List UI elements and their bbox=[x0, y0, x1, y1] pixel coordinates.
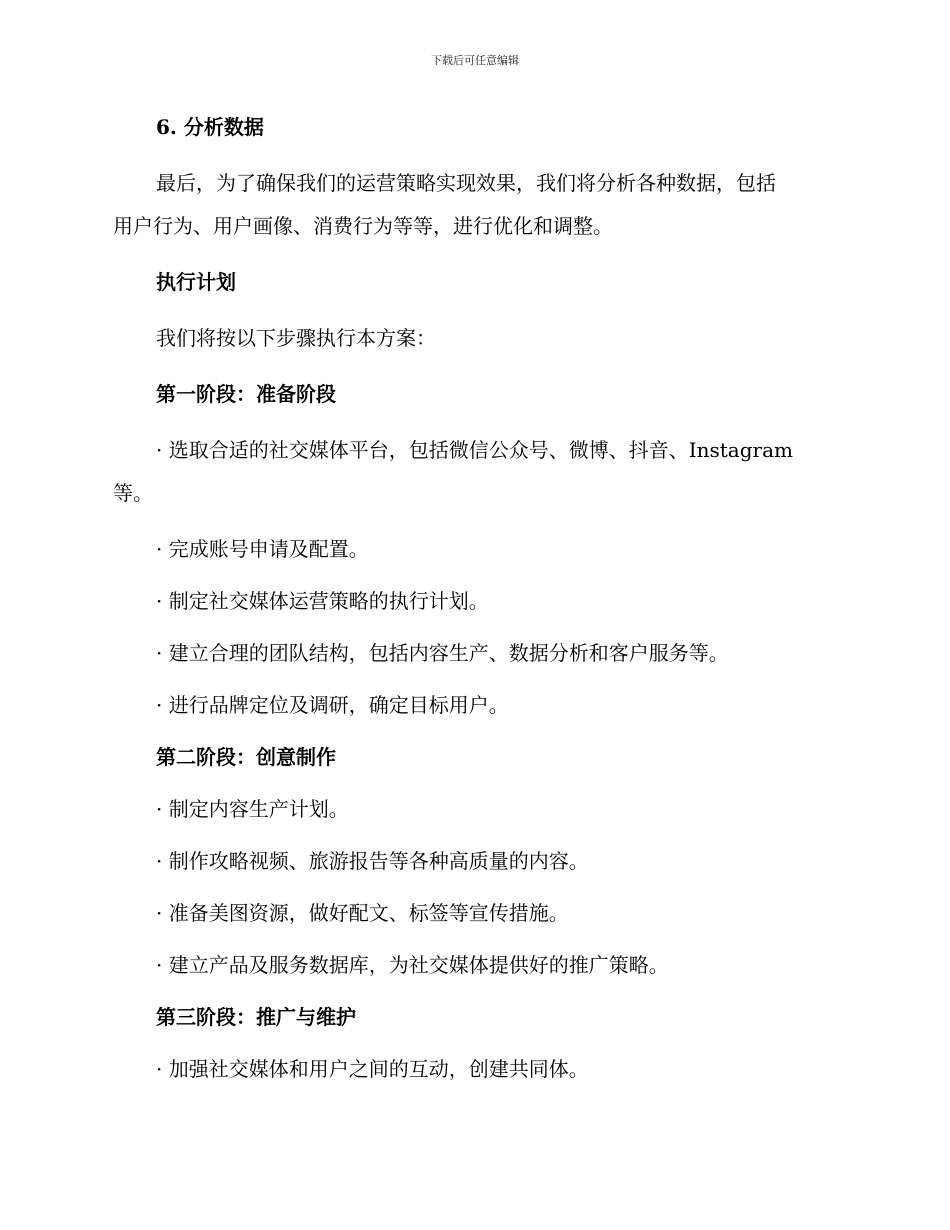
list-item: · 建立合理的团队结构，包括内容生产、数据分析和客户服务等。 bbox=[156, 641, 729, 665]
paragraph-line: 我们将按以下步骤执行本方案： bbox=[156, 326, 436, 350]
list-item: · 制作攻略视频、旅游报告等各种高质量的内容。 bbox=[156, 849, 589, 873]
document-body bbox=[113, 110, 833, 1082]
list-item: · 加强社交媒体和用户之间的互动，创建共同体。 bbox=[156, 1057, 589, 1081]
page-header: 下载后可任意编辑 bbox=[431, 54, 519, 67]
paragraph-line: 用户行为、用户画像、消费行为等等，进行优化和调整。 bbox=[113, 214, 613, 238]
list-item: · 准备美图资源，做好配文、标签等宣传措施。 bbox=[156, 901, 569, 925]
list-item: · 进行品牌定位及调研，确定目标用户。 bbox=[156, 693, 509, 717]
section-heading-execution-plan: 执行计划 bbox=[156, 270, 236, 294]
paragraph-line: 最后，为了确保我们的运营策略实现效果，我们将分析各种数据，包括 bbox=[156, 171, 776, 195]
phase-heading-2: 第二阶段：创意制作 bbox=[156, 745, 336, 769]
phase-heading-1: 第一阶段：准备阶段 bbox=[156, 382, 336, 406]
phase-heading-3: 第三阶段：推广与维护 bbox=[156, 1005, 356, 1029]
list-item: · 制定社交媒体运营策略的执行计划。 bbox=[156, 589, 489, 613]
section-heading-analyze-data: 6. 分析数据 bbox=[156, 115, 264, 139]
list-item: · 建立产品及服务数据库，为社交媒体提供好的推广策略。 bbox=[156, 953, 669, 977]
list-item: · 选取合适的社交媒体平台，包括微信公众号、微博、抖音、Instagram bbox=[156, 438, 793, 462]
list-item-continuation: 等。 bbox=[113, 481, 153, 505]
list-item: · 制定内容生产计划。 bbox=[156, 797, 349, 821]
list-item: · 完成账号申请及配置。 bbox=[156, 537, 369, 561]
